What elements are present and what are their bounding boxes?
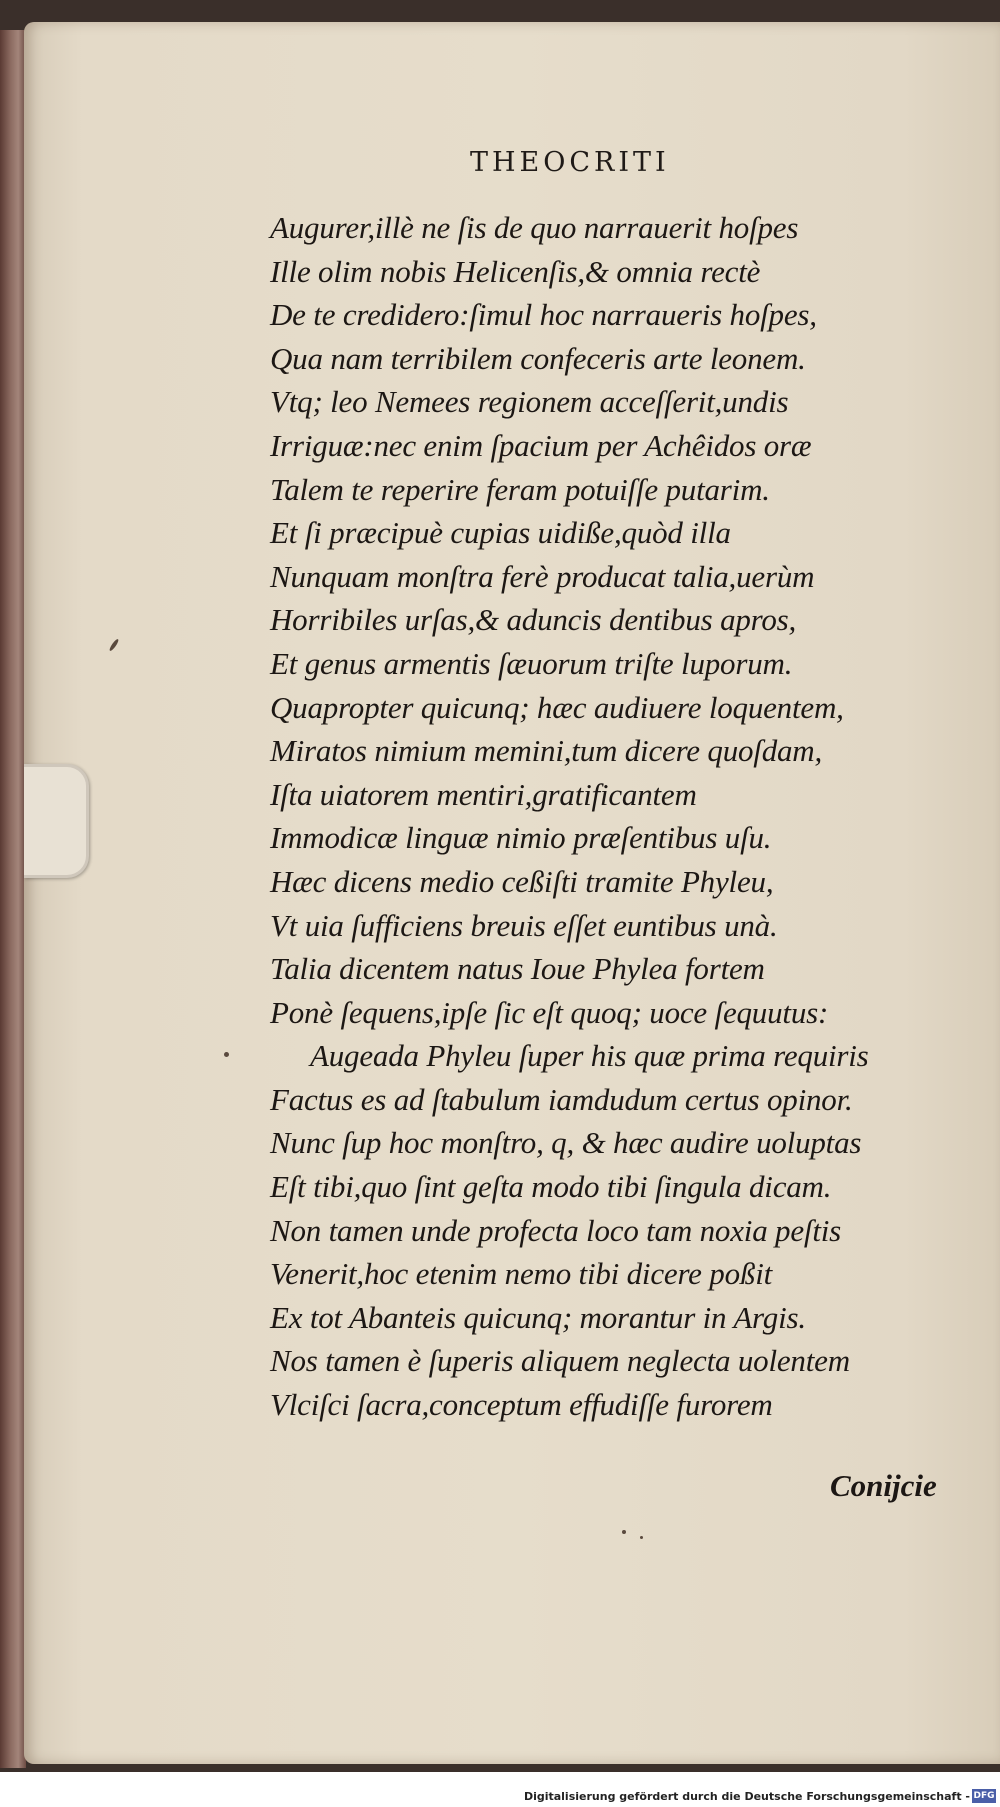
verse-line: Quapropter quicunq; hæc audiuere loquentem, (270, 689, 844, 725)
verse-text (270, 206, 960, 1427)
running-head: THEOCRITI (470, 147, 670, 178)
digitization-credit: Digitalisierung gefördert durch die Deutsche Forschungsgemeinschaft - (523, 1790, 970, 1803)
verse-line: Augurer,illè ne ſis de quo narrauerit hoſpes (270, 210, 799, 245)
verse-line: Et genus armentis ſæuorum triſte luporum. (270, 645, 793, 681)
verse-line: Eſt tibi,quo ſint geſta modo tibi ſingula dicam. (270, 1169, 832, 1205)
verse-line: Horribiles urſas,& aduncis dentibus apros, (270, 602, 797, 638)
verse-line: Nos tamen è ſuperis aliquem neglecta uolentem (270, 1343, 850, 1379)
verse-line: Ille olim nobis Helicenſis,& omnia rectè (270, 253, 761, 289)
verse-line: Augeada Phyleu ſuper his quæ prima requiris (310, 1038, 869, 1074)
verse-line: Hæc dicens medio ceßiſti tramite Phyleu, (270, 863, 774, 899)
verse-line: Qua nam terribilem confeceris arte leonem. (270, 340, 806, 376)
verse-line: Vtq; leo Nemees regionem acceſſerit,undis (270, 384, 789, 420)
verse-line: Et ſi præcipuè cupias uidiße,quòd illa (270, 515, 731, 551)
verse-line: De te credidero:ſimul hoc narraueris hoſpes, (270, 297, 817, 333)
ink-speck (224, 1052, 229, 1057)
verse-line: Miratos nimium memini,tum dicere quoſdam, (270, 733, 823, 769)
ink-speck (640, 1536, 643, 1539)
ink-speck (622, 1530, 626, 1534)
verse-line: Immodicæ linguæ nimio præſentibus uſu. (270, 820, 772, 856)
verse-line: Irriguæ:nec enim ſpacium per Achêidos oræ (270, 427, 812, 463)
book-spine-edge (0, 30, 26, 1768)
verse-line: Talia dicentem natus Ioue Phylea fortem (270, 951, 765, 987)
dfg-logo: DFG (973, 1791, 995, 1801)
verse-line: Venerit,hoc etenim nemo tibi dicere poßit (270, 1256, 773, 1292)
page-clip (24, 764, 89, 878)
catchword: Conijcie (830, 1468, 937, 1503)
verse-line: Factus es ad ſtabulum iamdudum certus opinor. (270, 1081, 853, 1117)
verse-line: Iſta uiatorem mentiri,gratificantem (270, 776, 697, 812)
verse-line: Non tamen unde profecta loco tam noxia peſtis (270, 1212, 842, 1248)
verse-line: Nunquam monſtra ferè producat talia,uerùm (270, 558, 815, 594)
verse-line: Vt uia ſufficiens breuis eſſet euntibus unà. (270, 907, 778, 943)
verse-line: Talem te reperire feram potuiſſe putarim. (270, 471, 770, 507)
verse-line: Ponè ſequens,ipſe ſic eſt quoq; uoce ſequutus: (270, 994, 829, 1030)
verse-line: Nunc ſup hoc monſtro, q, & hæc audire uoluptas (270, 1125, 862, 1161)
verse-line: Ex tot Abanteis quicunq; morantur in Argis. (270, 1299, 806, 1335)
verse-line: Vlciſci ſacra,conceptum effudiſſe furorem (270, 1387, 773, 1423)
